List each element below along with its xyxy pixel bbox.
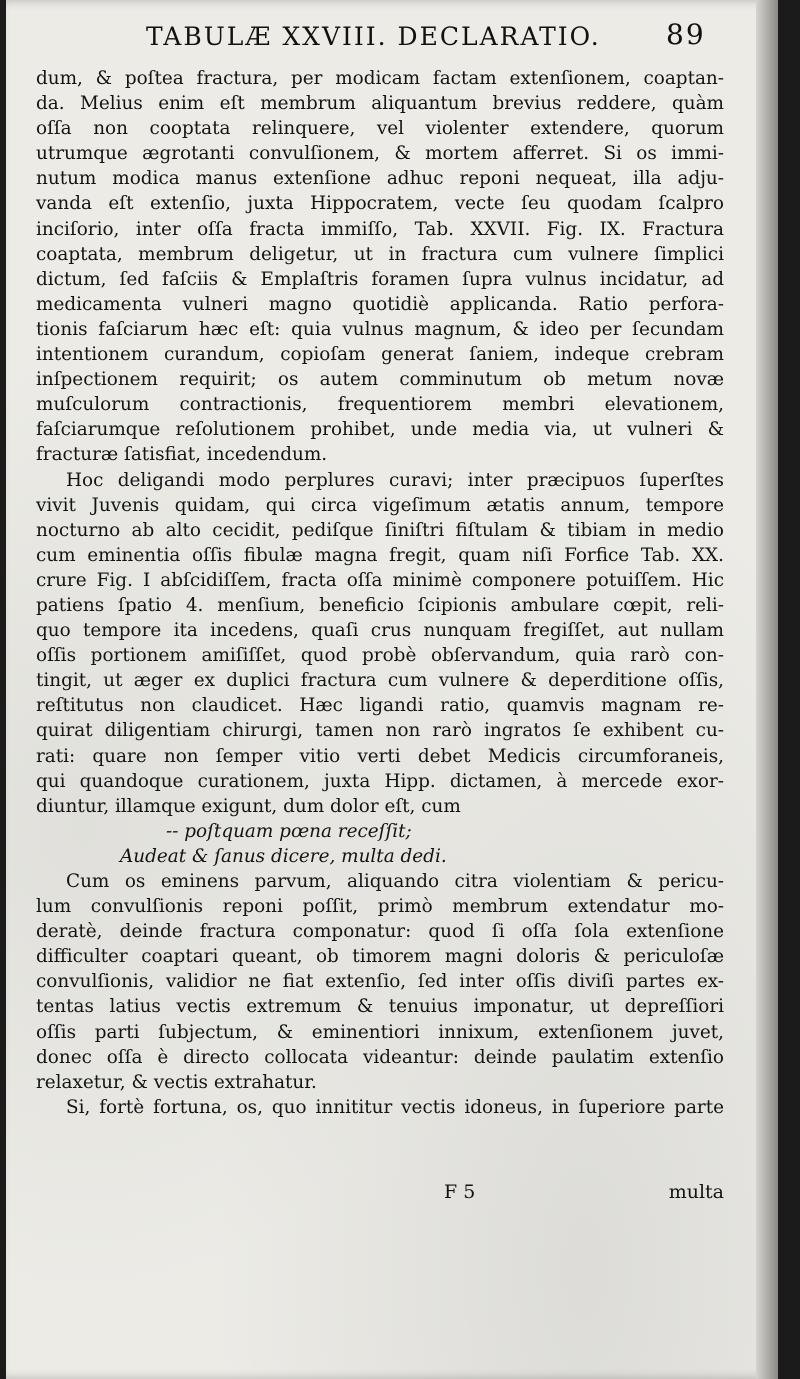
text-line: tentas latius vectis extremum & tenuius imponatur, ut depreſſiori (36, 996, 724, 1018)
text-line: utrumque ægrotanti convulſionem, & mortem afferret. Si os immi- (36, 143, 724, 165)
text-line: deratè, deinde fractura componatur: quod ſi oſſa ſola extenſione (36, 921, 724, 943)
text-line: Hoc deligandi modo perplures curavi; inter præcipuos ſuperſtes (66, 469, 724, 491)
text-line: medicamenta vulneri magno quotidiè applicanda. Ratio perfora- (36, 293, 724, 315)
text-line: donec oſſa è directo collocata videantur: deinde paulatim extenſio (36, 1046, 724, 1068)
text-line: difficulter coaptari queant, ob timorem magni doloris & periculoſæ (36, 946, 724, 968)
text-line: quo tempore ita incedens, quaſi crus nunquam fregiſſet, aut nullam (36, 620, 724, 642)
text-line: muſculorum contractionis, frequentiorem membri elevationem, (36, 394, 724, 416)
text-line: oſſa non cooptata relinquere, vel violenter extendere, quorum (36, 118, 724, 140)
signature-mark: F 5 (444, 1181, 476, 1203)
running-title: TABULÆ XXVIII. DECLARATIO. (146, 22, 601, 51)
text-line: qui quandoque curationem, juxta Hipp. dictamen, à mercede exor- (36, 770, 724, 792)
text-line: patiens ſpatio 4. menſium, beneficio ſcipionis ambulare cœpit, reli- (36, 594, 724, 616)
text-line: lum convulſionis reponi poſſit, primò membrum extendatur mo- (36, 896, 724, 918)
text-line: vanda eſt extenſio, juxta Hippocratem, vecte ſeu quodam ſcalpro (36, 193, 724, 215)
text-line: quirat diligentiam chirurgi, tamen non rarò ingratos ſe exhibent cu- (36, 720, 724, 742)
text-line: dum, & poſtea fractura, per modicam factam extenſionem, coaptan- (36, 68, 724, 89)
text-line: Cum os eminens parvum, aliquando citra violentiam & pericu- (66, 871, 724, 892)
text-line: coaptata, membrum deligetur, ut in fractura cum vulnere ſimplici (36, 243, 724, 265)
text-line: fracturæ ſatisfiat, incedendum. (36, 444, 328, 466)
text-line: relaxetur, & vectis extrahatur. (36, 1071, 317, 1093)
text-line: faſciarumque reſolutionem prohibet, unde media via, ut vulneri & (36, 419, 724, 441)
verse-line: Audeat & ſanus dicere, multa dedi. (120, 845, 447, 867)
page-number: 89 (666, 18, 706, 51)
book-page (6, 0, 778, 1379)
text-line: reſtitutus non claudicet. Hæc ligandi ratio, quamvis magnam re- (36, 695, 724, 717)
text-line: tionis faſciarum hæc eſt: quia vulnus magnum, & ideo per ſecundam (36, 318, 724, 340)
text-line: nocturno ab alto cecidit, pediſque ſiniſtri fiſtulam & tibiam in medio (36, 519, 724, 541)
catchword: multa (668, 1181, 724, 1203)
text-line: crure Fig. I abſcidiſſem, fracta oſſa minimè componere potuiſſem. Hic (36, 569, 724, 591)
text-line: vivit Juvenis quidam, qui circa vigeſimum ætatis annum, tempore (36, 494, 724, 516)
text-line: diuntur, illamque exigunt, dum dolor eſt, cum (36, 795, 461, 817)
text-line: da. Melius enim eſt membrum aliquantum brevius reddere, quàm (36, 93, 724, 115)
text-line: oſſis parti ſubjectum, & eminentiori innixum, extenſionem juvet, (36, 1021, 724, 1043)
text-line: inſpectionem requirit; os autem comminutum ob metum novæ (36, 369, 724, 391)
page-footer (36, 1181, 724, 1211)
text-line: intentionem curandum, copioſam generat ſaniem, indeque crebram (36, 344, 724, 366)
body-text (36, 66, 724, 1120)
text-line: nutum modica manus extenſione adhuc reponi nequeat, illa adju- (36, 168, 724, 190)
text-line: Si, fortè fortuna, os, quo innititur vectis idoneus, in ſuperiore parte (66, 1096, 724, 1118)
text-line: oſſis portionem amiſiſſet, quod probè obſervandum, quia rarò con- (36, 645, 724, 667)
text-line: cum eminentia oſſis fibulæ magna fregit, quam niſi Forfice Tab. XX. (36, 544, 724, 566)
text-line: tingit, ut æger ex duplici fractura cum vulnere & deperditione oſſis, (36, 670, 724, 692)
text-line: dictum, ſed faſciis & Emplaſtris foramen ſupra vulnus incidatur, ad (36, 268, 724, 290)
text-line: rati: quare non ſemper vitio verti debet Medicis circumforaneis, (36, 745, 724, 767)
text-line: inciſorio, inter oſſa fracta immiſſo, Tab. XXVII. Fig. IX. Fractura (36, 218, 724, 240)
text-line: convulſionis, validior ne fiat extenſio, ſed inter oſſis diviſi partes ex- (36, 971, 724, 993)
page-edge-shadow (756, 0, 778, 1379)
verse-line: -- poſtquam pœna receſſit; (166, 820, 412, 842)
